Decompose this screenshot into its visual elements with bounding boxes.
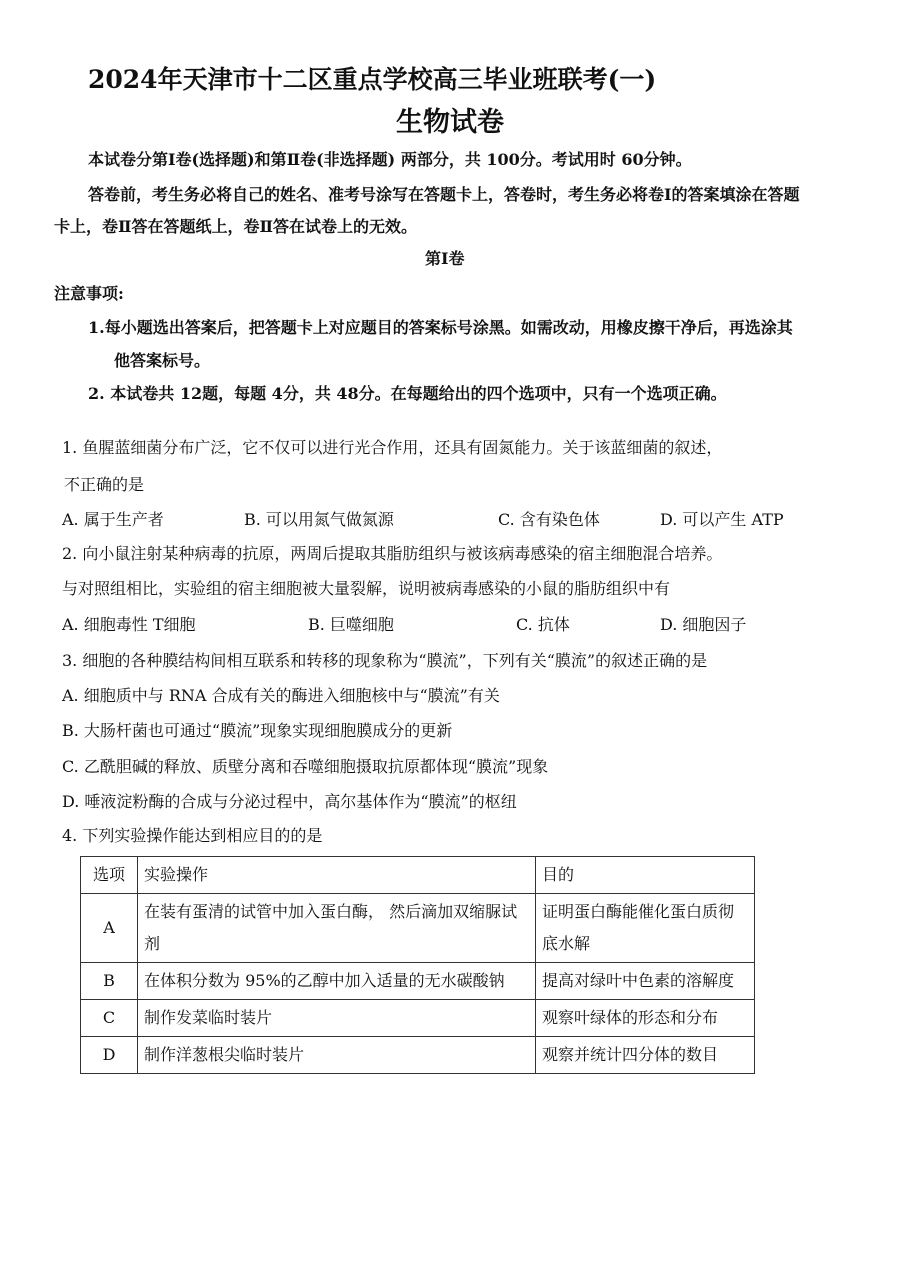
q3-option-c: C. 乙酰胆碱的释放、质壁分离和吞噬细胞摄取抗原都体现“膜流”现象 [62,757,549,776]
note-1-line-1: 1.每小题选出答案后，把答题卡上对应题目的答案标号涂黑。如需改动，用橡皮擦干净后，再选涂其 [88,318,793,337]
subject-title: 生物试卷 [396,107,504,138]
intro-line-1: 本试卷分第Ⅰ卷(选择题)和第Ⅱ卷(非选择题) 两部分，共 100分。考试用时 60分钟。 [88,150,692,169]
q4-options-table [80,856,755,1074]
row-operation: 在装有蛋清的试管中加入蛋白酶， 然后滴加双缩脲试剂 [138,894,536,963]
q1-option-b: B. 可以用氮气做氮源 [244,510,394,529]
note-2: 2. 本试卷共 12题，每题 4分，共 48分。在每题给出的四个选项中，只有一个选项正确。 [88,384,727,403]
table-row [81,963,755,1000]
q1-option-d: D. 可以产生 ATP [660,510,784,529]
q2-option-a: A. 细胞毒性 T细胞 [62,615,196,634]
row-operation: 在体积分数为 95%的乙醇中加入适量的无水碳酸钠 [138,963,536,1000]
row-option: C [81,1000,138,1037]
row-operation: 制作发菜临时装片 [138,1000,536,1037]
q3-option-d: D. 唾液淀粉酶的合成与分泌过程中，高尔基体作为“膜流”的枢纽 [62,792,517,811]
q1-stem-line-1: 1. 鱼腥蓝细菌分布广泛，它不仅可以进行光合作用，还具有固氮能力。关于该蓝细菌的叙述， [62,438,723,457]
note-1-line-2: 他答案标号。 [114,351,211,370]
row-purpose: 观察并统计四分体的数目 [536,1037,755,1074]
row-option: A [81,894,138,963]
row-purpose: 证明蛋白酶能催化蛋白质彻底水解 [536,894,755,963]
row-option: B [81,963,138,1000]
q2-option-b: B. 巨噬细胞 [308,615,394,634]
row-purpose: 观察叶绿体的形态和分布 [536,1000,755,1037]
row-option: D [81,1037,138,1074]
header-operation: 实验操作 [138,857,536,894]
exam-title: 2024年天津市十二区重点学校高三毕业班联考(一) [88,65,657,94]
header-option: 选项 [81,857,138,894]
q3-option-a: A. 细胞质中与 RNA 合成有关的酶进入细胞核中与“膜流”有关 [62,686,500,705]
notes-heading: 注意事项: [54,284,124,303]
q2-stem-line-1: 2. 向小鼠注射某种病毒的抗原，两周后提取其脂肪组织与被该病毒感染的宿主细胞混合培养。 [62,544,723,563]
q1-option-a: A. 属于生产者 [62,510,164,529]
q3-stem: 3. 细胞的各种膜结构间相互联系和转移的现象称为“膜流”，下列有关“膜流”的叙述正确的是 [62,651,708,670]
section-label: 第Ⅰ卷 [425,249,465,268]
table-row [81,894,755,963]
q1-stem-line-2: 不正确的是 [64,475,145,494]
q2-stem-line-2: 与对照组相比，实验组的宿主细胞被大量裂解，说明被病毒感染的小鼠的脂肪组织中有 [62,579,671,598]
intro-line-3: 卡上，卷Ⅱ答在答题纸上，卷Ⅱ答在试卷上的无效。 [54,217,417,236]
table-header-row [81,857,755,894]
q1-option-c: C. 含有染色体 [498,510,600,529]
row-operation: 制作洋葱根尖临时装片 [138,1037,536,1074]
header-purpose: 目的 [536,857,755,894]
table-row [81,1000,755,1037]
q4-stem: 4. 下列实验操作能达到相应目的的是 [62,826,323,845]
q2-option-c: C. 抗体 [516,615,570,634]
q3-option-b: B. 大肠杆菌也可通过“膜流”现象实现细胞膜成分的更新 [62,721,453,740]
table-row [81,1037,755,1074]
row-purpose: 提高对绿叶中色素的溶解度 [536,963,755,1000]
intro-line-2: 答卷前，考生务必将自己的姓名、准考号涂写在答题卡上，答卷时，考生务必将卷Ⅰ的答案填涂在答题 [88,185,800,204]
q2-option-d: D. 细胞因子 [660,615,747,634]
